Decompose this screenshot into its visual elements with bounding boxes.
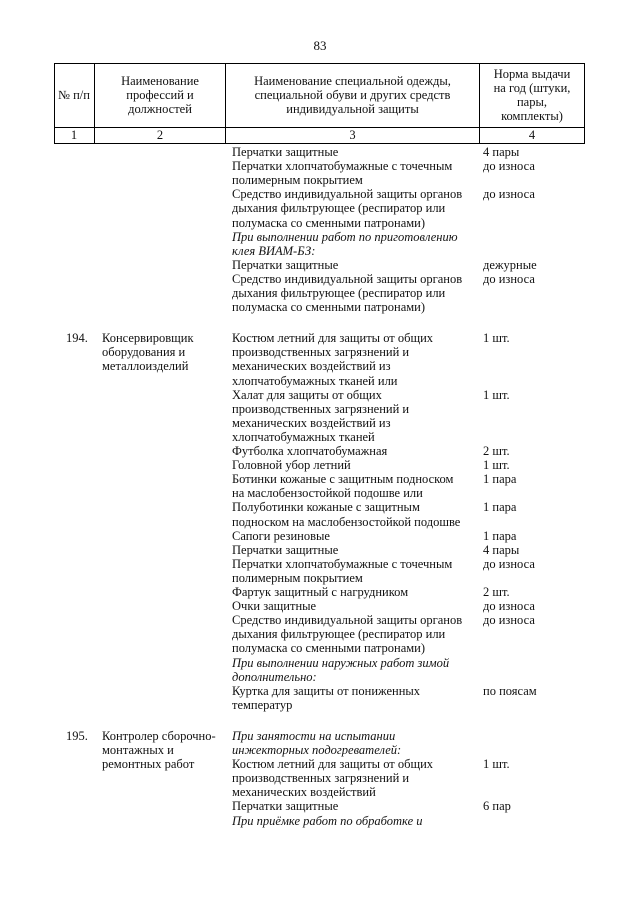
item-name: механических воздействий xyxy=(232,785,376,800)
profession-name: оборудования и xyxy=(102,345,186,360)
item-norm: 1 шт. xyxy=(483,387,510,402)
condition-note: дополнительно: xyxy=(232,669,317,684)
item-name: полумаска со сменными патронами) xyxy=(232,641,426,656)
item-norm: 4 пары xyxy=(483,145,520,159)
item-name: Сапоги резиновые xyxy=(232,528,330,543)
condition-note: клея ВИАМ-БЗ: xyxy=(232,243,316,258)
item-name: полимерным покрытием xyxy=(232,570,363,585)
header-col-norm: Норма выдачи на год (штуки, пары, комплекты) xyxy=(493,67,571,123)
item-name: хлопчатобумажных тканей xyxy=(232,429,375,444)
item-name: Перчатки защитные xyxy=(232,542,339,557)
profession-name: металлоизделий xyxy=(102,359,189,374)
item-name: Перчатки защитные xyxy=(232,145,339,159)
condition-note: При выполнении наружных работ зимой xyxy=(232,655,450,670)
condition-note: инжекторных подогревателей: xyxy=(232,743,402,757)
item-name: Фартук защитный с нагрудником xyxy=(232,585,409,599)
profession-name: монтажных и xyxy=(102,743,174,757)
item-name: хлопчатобумажных тканей или xyxy=(232,373,398,388)
item-name: Полуботинки кожаные с защитным xyxy=(232,500,420,515)
condition-note: При приёмке работ по обработке и xyxy=(232,813,423,828)
item-name: Средство индивидуальной защиты органов xyxy=(232,271,463,286)
profession-name: Контролер сборочно- xyxy=(102,728,216,743)
item-name: Костюм летний для защиты от общих xyxy=(232,331,434,346)
item-name: дыхания фильтрующее (респиратор или xyxy=(232,627,446,642)
item-norm: 6 пар xyxy=(483,799,511,814)
item-norm: до износа xyxy=(483,271,535,286)
item-norm: 1 шт. xyxy=(483,458,510,473)
item-name: подноском на маслобензостойкой подошве xyxy=(232,514,461,529)
item-name: Перчатки хлопчатобумажные с точечным xyxy=(232,159,453,174)
item-norm: 2 шт. xyxy=(483,444,510,458)
item-norm: до износа xyxy=(483,556,535,571)
item-name: температур xyxy=(232,697,293,712)
item-name: на маслобензостойкой подошве или xyxy=(232,486,423,501)
item-name: производственных загрязнений и xyxy=(232,345,410,360)
entry-number: 195. xyxy=(66,728,88,743)
item-name: Средство индивидуальной защиты органов xyxy=(232,613,463,628)
item-norm: по поясам xyxy=(483,683,537,698)
item-name: полумаска со сменными патронами) xyxy=(232,215,426,230)
item-norm: 4 пары xyxy=(483,542,520,557)
item-name: производственных загрязнений и xyxy=(232,771,410,786)
entry-number: 194. xyxy=(66,331,88,346)
item-norm: до износа xyxy=(483,599,535,614)
item-name: Халат для защиты от общих xyxy=(232,387,382,402)
header-col-number: № п/п xyxy=(58,88,90,102)
item-name: механических воздействий из xyxy=(232,415,391,430)
item-norm: до износа xyxy=(483,187,535,202)
item-name: Куртка для защиты от пониженных xyxy=(232,683,421,698)
item-norm: дежурные xyxy=(483,257,537,272)
item-name: дыхания фильтрующее (респиратор или xyxy=(232,201,446,216)
item-name: Очки защитные xyxy=(232,599,317,614)
page-number: 83 xyxy=(313,38,327,53)
condition-note: При занятости на испытании xyxy=(232,728,396,743)
item-norm: 1 шт. xyxy=(483,757,510,772)
item-name: дыхания фильтрующее (респиратор или xyxy=(232,286,446,300)
item-name: Средство индивидуальной защиты органов xyxy=(232,187,463,202)
item-norm: 2 шт. xyxy=(483,585,510,599)
item-norm: до износа xyxy=(483,159,535,174)
condition-note: При выполнении работ по приготовлению xyxy=(232,229,458,244)
column-number-3: 3 xyxy=(349,128,356,142)
item-name: Перчатки защитные xyxy=(232,257,339,272)
header-col-profession: Наименование профессий и должностей xyxy=(121,74,199,116)
item-name: Костюм летний для защиты от общих xyxy=(232,757,434,772)
item-norm: 1 шт. xyxy=(483,331,510,346)
item-name: Перчатки защитные xyxy=(232,799,339,814)
item-norm: 1 пара xyxy=(483,500,517,515)
item-norm: до износа xyxy=(483,613,535,628)
item-name: механических воздействий из xyxy=(232,359,391,374)
item-name: Головной убор летний xyxy=(232,458,351,473)
item-name: производственных загрязнений и xyxy=(232,401,410,416)
column-number-1: 1 xyxy=(70,128,78,142)
item-name: Футболка хлопчатобумажная xyxy=(232,444,388,458)
column-number-4: 4 xyxy=(528,128,536,142)
item-name: полумаска со сменными патронами) xyxy=(232,300,426,315)
column-number-2: 2 xyxy=(156,128,164,142)
profession-name: ремонтных работ xyxy=(102,757,195,772)
profession-name: Консервировщик xyxy=(102,331,194,346)
item-norm: 1 пара xyxy=(483,528,517,543)
item-name: Ботинки кожаные с защитным подноском xyxy=(232,472,454,487)
item-name: Перчатки хлопчатобумажные с точечным xyxy=(232,556,453,571)
header-col-items: Наименование специальной одежды, специальной обуви и других средств индивидуальной защиты xyxy=(254,74,451,116)
item-name: полимерным покрытием xyxy=(232,173,363,188)
item-norm: 1 пара xyxy=(483,472,517,487)
